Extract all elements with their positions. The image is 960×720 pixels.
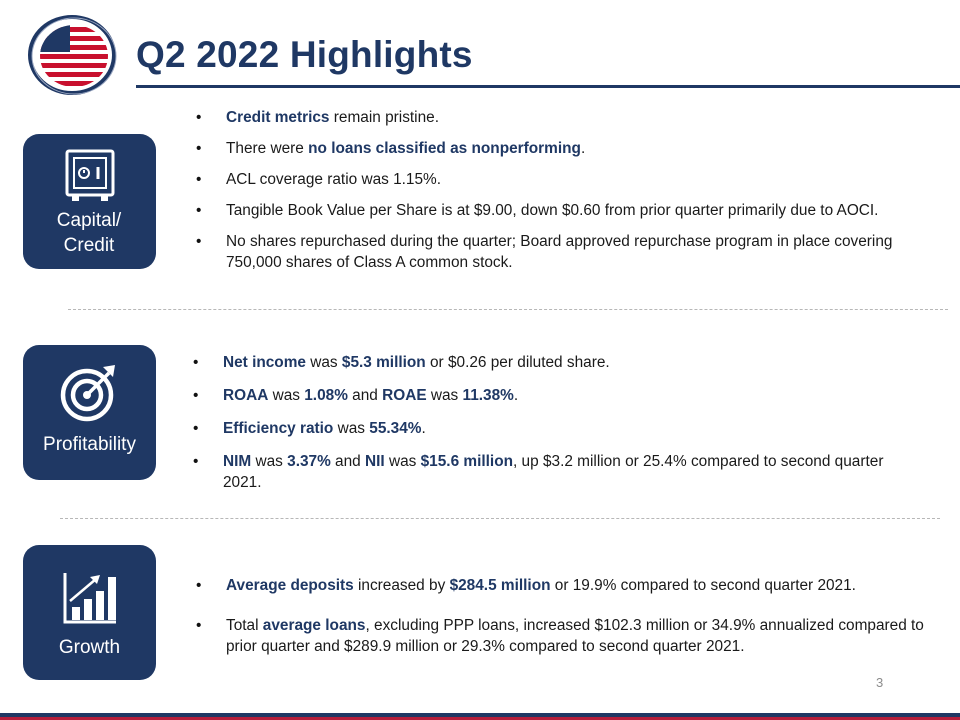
bullet-text: . — [580, 140, 586, 157]
bullet-text: and — [347, 387, 383, 404]
profitability-bullets — [193, 352, 903, 505]
bullet-item — [196, 231, 926, 273]
page-title: Q2 2022 Highlights — [136, 34, 473, 75]
bullet-item — [196, 169, 926, 190]
highlight-text: NIM — [223, 453, 252, 470]
bullet-text: was — [305, 354, 342, 371]
growth-chart-icon — [62, 571, 118, 630]
bullet-text: was — [251, 453, 288, 470]
section-divider — [60, 518, 940, 519]
bullet-text: , up $3.2 million or 25.4% compared to second quarter 2021. — [223, 453, 884, 491]
bullet-item — [193, 352, 903, 373]
bullet-item — [196, 575, 926, 596]
bullet-text: increased by — [353, 577, 450, 594]
highlight-text: Net income — [223, 354, 306, 371]
highlight-text: Credit metrics — [226, 109, 330, 126]
highlight-text: NII — [365, 453, 385, 470]
bullet-text: or $0.26 per diluted share. — [425, 354, 610, 371]
bullet-text: . — [513, 387, 519, 404]
highlight-text: ROAE — [382, 387, 427, 404]
safe-icon — [64, 148, 116, 209]
highlight-text: average loans — [262, 617, 366, 634]
bullet-item — [196, 138, 926, 159]
target-icon — [59, 363, 121, 428]
bullet-text: , excluding PPP loans, increased $102.3 million or 34.9% annualized compared to prior quarter and $289.9 million or 29.3% compared to second quarter 2021. — [226, 617, 924, 655]
highlight-text: no loans classified as nonperforming — [308, 140, 581, 157]
bullet-item — [196, 615, 926, 657]
section-divider — [68, 309, 948, 310]
bullet-text: was — [426, 387, 463, 404]
bullet-text: or 19.9% compared to second quarter 2021. — [550, 577, 856, 594]
title-underline — [136, 85, 960, 88]
bullet-item — [193, 418, 903, 439]
bullet-text: was — [333, 420, 370, 437]
company-logo — [26, 14, 118, 96]
highlight-text: $15.6 million — [420, 453, 513, 470]
bullet-text: Tangible Book Value per Share is at $9.00, down $0.60 from prior quarter primarily due to AOCI. — [226, 202, 879, 219]
bullet-text: Total — [226, 617, 263, 634]
profitability-badge — [23, 345, 156, 480]
highlight-text: $284.5 million — [449, 577, 551, 594]
bullet-text: was — [384, 453, 421, 470]
profitability-label: Profitability — [43, 434, 136, 455]
capital-credit-label: Capital/ Credit — [56, 210, 122, 256]
bullet-text: remain pristine. — [329, 109, 439, 126]
page-number: 3 — [876, 675, 884, 690]
bullet-item — [193, 451, 903, 493]
capital-credit-bullets — [196, 107, 926, 283]
highlight-text: 1.08% — [304, 387, 348, 404]
highlight-text: $5.3 million — [341, 354, 426, 371]
highlight-text: 11.38% — [462, 387, 514, 404]
bullet-text: ACL coverage ratio was 1.15%. — [226, 171, 442, 188]
capital-credit-badge — [23, 134, 156, 269]
bullet-text: and — [330, 453, 366, 470]
growth-label: Growth — [58, 637, 121, 658]
bullet-text: was — [268, 387, 305, 404]
bullet-text: There were — [226, 140, 309, 157]
bullet-item — [196, 107, 926, 128]
highlight-text: 55.34% — [369, 420, 422, 437]
growth-bullets — [196, 575, 926, 676]
highlight-text: Efficiency ratio — [223, 420, 334, 437]
bullet-item — [196, 200, 926, 221]
highlight-text: 3.37% — [287, 453, 331, 470]
bullet-text: . — [421, 420, 426, 437]
growth-badge — [23, 545, 156, 680]
highlight-text: ROAA — [223, 387, 269, 404]
highlight-text: Average deposits — [226, 577, 354, 594]
bullet-item — [193, 385, 903, 406]
bullet-text: No shares repurchased during the quarter; Board approved repurchase program in place covering 750,000 shares of Class A common stock. — [226, 233, 893, 271]
